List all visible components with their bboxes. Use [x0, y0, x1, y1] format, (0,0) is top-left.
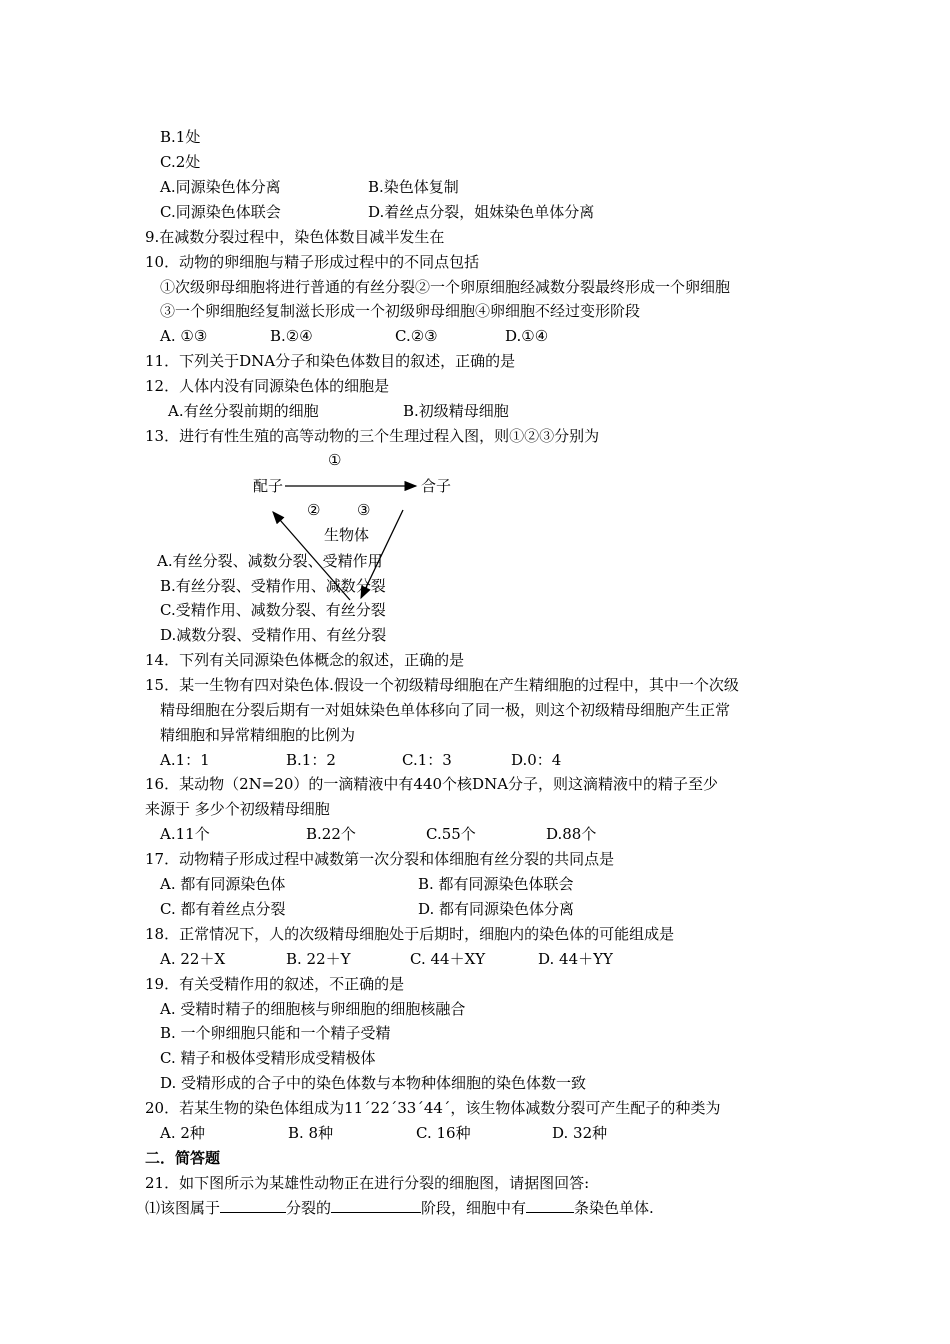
question-21-part-1: [145, 1197, 654, 1219]
question-11: 11．下列关于DNA分子和染色体数目的叙述，正确的是: [145, 352, 516, 370]
option: A.有丝分裂前期的细胞: [168, 402, 319, 420]
text-line: [368, 176, 459, 198]
question-14: 14．下列有关同源染色体概念的叙述，正确的是: [145, 651, 465, 669]
option: B. 22＋Y: [286, 950, 351, 968]
option: C. 44＋XY: [410, 950, 486, 968]
option: A. 2种: [160, 1124, 205, 1142]
question-20: 20．若某生物的染色体组成为11ˊ22ˊ33ˊ44ˊ，该生物体减数分裂可产生配子的种类为: [145, 1099, 721, 1117]
question-12: 12．人体内没有同源染色体的细胞是: [145, 377, 390, 395]
question-19-option-d: D. 受精形成的合子中的染色体数与本物种体细胞的染色体数一致: [160, 1074, 587, 1092]
prompt-text: 阶段，细胞中有: [421, 1199, 527, 1217]
text-line: C.2处: [160, 153, 201, 171]
prompt-text: 条染色单体.: [574, 1199, 654, 1217]
question-19-option-c: C. 精子和极体受精形成受精极体: [160, 1049, 376, 1067]
option: D.0：4: [511, 751, 562, 769]
question-10-statement: ③一个卵细胞经复制滋长形成一个初级卵母细胞④卵细胞不经过变形阶段: [160, 302, 641, 320]
option: A.1：1: [160, 751, 210, 769]
question-15-cont: 精母细胞在分裂后期有一对姐妹染色单体移向了同一极，则这个初级精母细胞产生正常: [160, 701, 731, 719]
option: B. 都有同源染色体联会: [418, 875, 574, 893]
question-19: 19．有关受精作用的叙述，不正确的是: [145, 975, 405, 993]
option: C. 都有着丝点分裂: [160, 900, 286, 918]
question-19-option-b: B. 一个卵细胞只能和一个精子受精: [160, 1024, 391, 1042]
text-line: [160, 176, 281, 198]
question-10-options: [160, 325, 548, 347]
question-18-options: [160, 948, 613, 970]
question-9: 9.在减数分裂过程中，染色体数目减半发生在: [145, 228, 445, 246]
question-10: 10．动物的卵细胞与精子形成过程中的不同点包括: [145, 253, 480, 271]
question-13-option-c: C.受精作用、减数分裂、有丝分裂: [160, 601, 386, 619]
option: A. 都有同源染色体: [160, 875, 286, 893]
question-10-statement: ①次级卵母细胞将进行普通的有丝分裂②一个卵原细胞经减数分裂最终形成一个卵细胞: [160, 278, 731, 296]
question-19-option-a: A. 受精时精子的细胞核与卵细胞的细胞核融合: [160, 1000, 466, 1018]
gamete-label: 配子: [253, 477, 284, 495]
question-16-options: [160, 823, 596, 845]
option: B. 8种: [288, 1124, 334, 1142]
question-20-options: [160, 1122, 607, 1144]
option: C.同源染色体联会: [160, 203, 281, 221]
diagram-label-3: ③: [357, 501, 371, 519]
option: A.同源染色体分离: [160, 178, 281, 196]
text-line: B.1处: [160, 128, 201, 146]
option: B.染色体复制: [368, 178, 459, 196]
option: C.55个: [426, 825, 476, 843]
answer-blank[interactable]: [331, 1198, 421, 1213]
option: D.88个: [546, 825, 597, 843]
question-17: 17．动物精子形成过程中减数第一次分裂和体细胞有丝分裂的共同点是: [145, 850, 615, 868]
question-13-option-d: D.减数分裂、受精作用、有丝分裂: [160, 626, 387, 644]
question-13: 13．进行有性生殖的高等动物的三个生理过程入图，则①②③分别为: [145, 427, 600, 445]
option: D. 32种: [552, 1124, 608, 1142]
text-line: [160, 201, 281, 223]
option: A. 22＋X: [160, 950, 226, 968]
section-heading: 二．简答题: [145, 1149, 221, 1167]
question-15: 15．某一生物有四对染色体.假设一个初级精母细胞在产生精细胞的过程中，其中一个次级: [145, 676, 739, 694]
option: D.①④: [505, 327, 549, 345]
question-13-option-b: B.有丝分裂、受精作用、减数分裂: [160, 577, 386, 595]
option: B.②④: [270, 327, 313, 345]
option: A. ①③: [160, 327, 208, 345]
question-15-cont: 精细胞和异常精细胞的比例为: [160, 726, 356, 744]
option: A.11个: [160, 825, 210, 843]
question-12-options: [168, 400, 509, 422]
diagram-label-1: ①: [328, 451, 342, 469]
zygote-label: 合子: [421, 477, 452, 495]
option: D.着丝点分裂，姐妹染色单体分离: [368, 203, 595, 221]
answer-blank[interactable]: [526, 1198, 574, 1213]
option: C. 16种: [416, 1124, 471, 1142]
prompt-text: 分裂的: [286, 1199, 332, 1217]
prompt-text: ⑴该图属于: [145, 1199, 221, 1217]
question-13-option-a: A.有丝分裂、减数分裂、受精作用: [157, 552, 383, 570]
question-15-options: [160, 749, 561, 771]
question-16-cont: 来源于 多少个初级精母细胞: [145, 800, 330, 818]
option: C.②③: [395, 327, 438, 345]
text-line: [368, 201, 594, 223]
diagram-label-2: ②: [307, 501, 321, 519]
option: D. 44＋YY: [538, 950, 613, 968]
answer-blank[interactable]: [220, 1198, 286, 1213]
option: B.1：2: [286, 751, 336, 769]
organism-label: 生物体: [324, 526, 370, 544]
option: B.初级精母细胞: [403, 402, 509, 420]
question-17-options: [160, 873, 574, 895]
question-16: 16．某动物（2N=20）的一滴精液中有440个核DNA分子，则这滴精液中的精子至少: [145, 775, 719, 793]
question-17-options: [160, 898, 574, 920]
question-21: 21．如下图所示为某雄性动物正在进行分裂的细胞图，请据图回答:: [145, 1174, 590, 1192]
question-18: 18．正常情况下，人的次级精母细胞处于后期时，细胞内的染色体的可能组成是: [145, 925, 675, 943]
option: D. 都有同源染色体分离: [418, 900, 575, 918]
option: B.22个: [306, 825, 356, 843]
option: C.1：3: [402, 751, 452, 769]
